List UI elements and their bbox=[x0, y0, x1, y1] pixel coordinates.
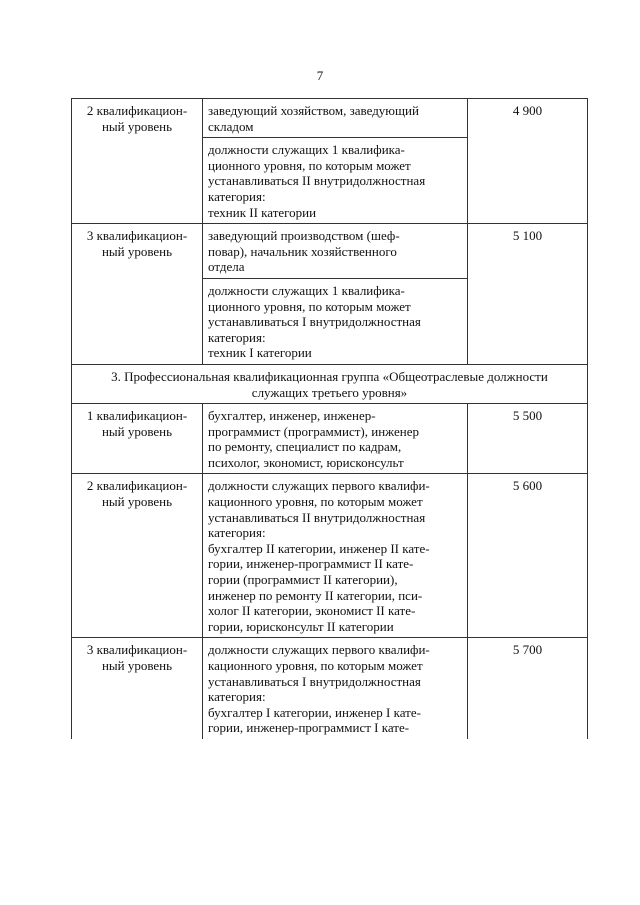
salary-value: 4 900 bbox=[468, 99, 588, 224]
position-line: техник I категории bbox=[208, 345, 312, 361]
position-cell bbox=[203, 638, 468, 739]
qualification-level-line: 3 квалификацион- bbox=[86, 642, 188, 658]
position-line: должности служащих первого квалифи- bbox=[208, 642, 430, 658]
table-row bbox=[72, 638, 588, 739]
salary-table-body bbox=[72, 99, 588, 739]
salary-value: 5 500 bbox=[468, 404, 588, 474]
position-line: гории, инженер-программист II кате- bbox=[208, 556, 414, 572]
table-row bbox=[72, 474, 588, 638]
qualification-level-cell bbox=[72, 404, 203, 474]
position-line: категория: bbox=[208, 525, 266, 541]
qualification-level-line: ный уровень bbox=[101, 118, 173, 134]
qualification-level-line: ный уровень bbox=[101, 243, 173, 259]
position-line: повар), начальник хозяйственного bbox=[208, 243, 397, 259]
position-line: программист (программист), инженер bbox=[208, 423, 419, 439]
position-line: категория: bbox=[208, 689, 266, 705]
position-line: кационного уровня, по которым может bbox=[208, 658, 423, 673]
position-line: категория: bbox=[208, 188, 266, 204]
qualification-level-line: 2 квалификацион- bbox=[86, 103, 188, 118]
position-line: гории (программист II категории), bbox=[208, 572, 398, 588]
position-line: холог II категории, экономист II кате- bbox=[208, 603, 416, 619]
position-line: заведующий хозяйством, заведующий bbox=[208, 103, 419, 118]
position-line: устанавливаться I внутридолжностная bbox=[208, 673, 421, 689]
position-line: ционного уровня, по которым может bbox=[208, 157, 411, 173]
qualification-level-cell bbox=[72, 99, 203, 224]
position-line: отдела bbox=[208, 259, 245, 275]
position-line: бухгалтер I категории, инженер I кате- bbox=[208, 704, 421, 720]
position-line: психолог, экономист, юрисконсульт bbox=[208, 454, 404, 470]
group-heading bbox=[72, 364, 588, 403]
table-row bbox=[72, 224, 588, 279]
qualification-level-line: 1 квалификацион- bbox=[86, 408, 188, 424]
position-cell bbox=[203, 474, 468, 638]
position-line: гории, юрисконсульт II категории bbox=[208, 618, 394, 634]
position-line: устанавливаться II внутридолжностная bbox=[208, 173, 426, 189]
salary-value: 5 700 bbox=[468, 638, 588, 739]
position-cell bbox=[203, 138, 468, 224]
position-line: ционного уровня, по которым может bbox=[208, 298, 411, 314]
position-line: заведующий производством (шеф- bbox=[208, 228, 400, 244]
qualification-level-line: ный уровень bbox=[101, 658, 173, 673]
position-line: кационного уровня, по которым может bbox=[208, 494, 423, 510]
qualification-level-cell bbox=[72, 224, 203, 365]
qualification-level-cell bbox=[72, 638, 203, 739]
qualification-level-cell bbox=[72, 474, 203, 638]
qualification-level-line: 3 квалификацион- bbox=[86, 228, 188, 244]
group-heading-line: служащих третьего уровня» bbox=[251, 384, 408, 400]
position-line: должности служащих 1 квалифика- bbox=[208, 282, 405, 298]
qualification-level-line: ный уровень bbox=[101, 494, 173, 510]
position-line: техник II категории bbox=[208, 204, 317, 220]
table-row bbox=[72, 99, 588, 138]
position-line: устанавливаться II внутридолжностная bbox=[208, 509, 426, 525]
position-line: устанавливаться I внутридолжностная bbox=[208, 314, 421, 330]
qualification-level-line: ный уровень bbox=[101, 423, 173, 439]
qualification-level-line: 2 квалификацион- bbox=[86, 478, 188, 494]
position-line: по ремонту, специалист по кадрам, bbox=[208, 439, 402, 455]
position-line: категория: bbox=[208, 329, 266, 345]
group-row bbox=[72, 364, 588, 403]
position-line: должности служащих 1 квалифика- bbox=[208, 142, 405, 158]
position-line: гории, инженер-программист I кате- bbox=[208, 720, 410, 736]
position-line: бухгалтер, инженер, инженер- bbox=[208, 408, 376, 424]
salary-value: 5 100 bbox=[468, 224, 588, 365]
salary-value: 5 600 bbox=[468, 474, 588, 638]
position-line: инженер по ремонту II категории, пси- bbox=[208, 587, 423, 603]
position-line: складом bbox=[208, 118, 254, 134]
salary-table bbox=[71, 98, 588, 739]
position-cell bbox=[203, 224, 468, 279]
table-row bbox=[72, 404, 588, 474]
group-heading-line: 3. Профессиональная квалификационная группа «Общеотраслевые должности bbox=[111, 368, 548, 384]
position-cell bbox=[203, 99, 468, 138]
position-line: должности служащих первого квалифи- bbox=[208, 478, 430, 494]
page-number: 7 bbox=[316, 68, 324, 83]
position-cell bbox=[203, 404, 468, 474]
position-cell bbox=[203, 278, 468, 364]
position-line: бухгалтер II категории, инженер II кате- bbox=[208, 540, 430, 556]
